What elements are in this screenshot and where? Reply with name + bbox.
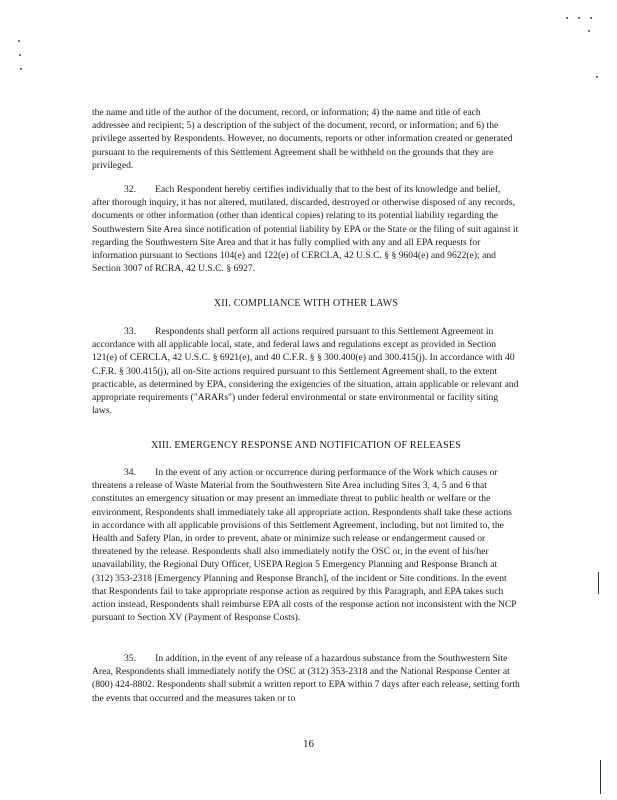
scan-speck <box>590 17 592 19</box>
body-text <box>92 466 520 624</box>
body-text <box>92 652 520 705</box>
body-text <box>92 183 520 275</box>
scan-speck <box>588 30 590 32</box>
paragraph-35: 35. In addition, in the event of any release of a hazardous substance from the Southwestern Site Area, Respondents shall immediately notify the OSC at (312) 353-2318 and the National Response Center at (800) 424-8802. Respondents shall submit a written report to EPA within 7 days after each release, setting forth the events that occurred and the measures taken or to <box>92 653 520 704</box>
page-number: 16 <box>303 738 314 750</box>
scan-speck <box>578 17 580 19</box>
body-text <box>92 106 520 172</box>
margin-rule <box>598 572 599 594</box>
paragraph-continued: the name and title of the author of the document, record, or information; 4) the name and title of each addressee and recipient; 5) a description of the subject of the document, record, or information; and 6) the privilege asserted by Respondents. However, no documents, reports or other information created or generated pursuant to the requirements of this Settlement Agreement shall be withheld on the grounds that they are privileged. <box>92 107 513 171</box>
paragraph-33: 33. Respondents shall perform all actions required pursuant to this Settlement Agreement in accordance with all applicable local, state, and federal laws and regulations except as provided in Section 121(e) of CERCLA, 42 U.S.C. § 6921(e), and 40 C.F.R. § § 300.400(e) and 300.415(j). In accordance with 40 C.F.R. § 300.415(j), all on-Site actions required pursuant to this Settlement Agreement shall, to the extent practicable, as determined by EPA, considering the exigencies of the situation, attain applicable or relevant and appropriate requirements ("ARARs") under federal environmental or state environmental or facility siting laws. <box>92 326 519 417</box>
scan-speck <box>596 76 598 78</box>
section-heading-xii: XII. COMPLIANCE WITH OTHER LAWS <box>213 298 399 309</box>
body-text <box>92 325 520 417</box>
margin-rule <box>600 760 601 794</box>
paragraph-32: 32. Each Respondent hereby certifies individually that to the best of its knowledge and belief, after thorough inquiry, it has not altered, mutilated, discarded, destroyed or otherwise disposed of any records, documents or other information (other than identical copies) relating to its potential liability regarding the Southwestern Site Area since notification of potential liability by EPA or the State or the filing of suit against it regarding the Southwestern Site Area and that it has fully complied with any and all EPA requests for information pursuant to Sections 104(e) and 122(e) of CERCLA, 42 U.S.C. § § 9604(e) and 9622(e); and Section 3007 of RCRA, 42 U.S.C. § 6927. <box>92 184 519 275</box>
section-heading-xiii: XIII. EMERGENCY RESPONSE AND NOTIFICATION OF RELEASES <box>151 440 461 451</box>
scan-speck <box>19 54 21 56</box>
scan-speck <box>20 68 22 70</box>
scan-speck <box>566 17 568 19</box>
paragraph-34: 34. In the event of any action or occurrence during performance of the Work which causes or threatens a release of Waste Material from the Southwestern Site Area including Sites 3, 4, 5 and 6 that constitutes an emergency situation or may present an immediate threat to public health or welfare or the environment, Respondents shall immediately take all appropriate action. Respondents shall take these actions in accordance with all applicable provisions of this Settlement Agreement, including, but not limited to, the Health and Safety Plan, in order to prevent, abate or minimize such release or endangerment caused or threatened by the release. Respondents shall also immediately notify the OSC or, in the event of his/her unavailability, the Regional Duty Officer, USEPA Region 5 Emergency Planning and Response Branch at (312) 353-2318 [Emergency Planning and Response Branch], of the incident or Site conditions. In the event that Respondents fail to take appropriate response action as required by this Paragraph, and EPA takes such action instead, Respondents shall reimburse EPA all costs of the response action not inconsistent with the NCP pursuant to Section XV (Payment of Response Costs). <box>92 467 517 624</box>
scan-speck <box>18 40 20 42</box>
